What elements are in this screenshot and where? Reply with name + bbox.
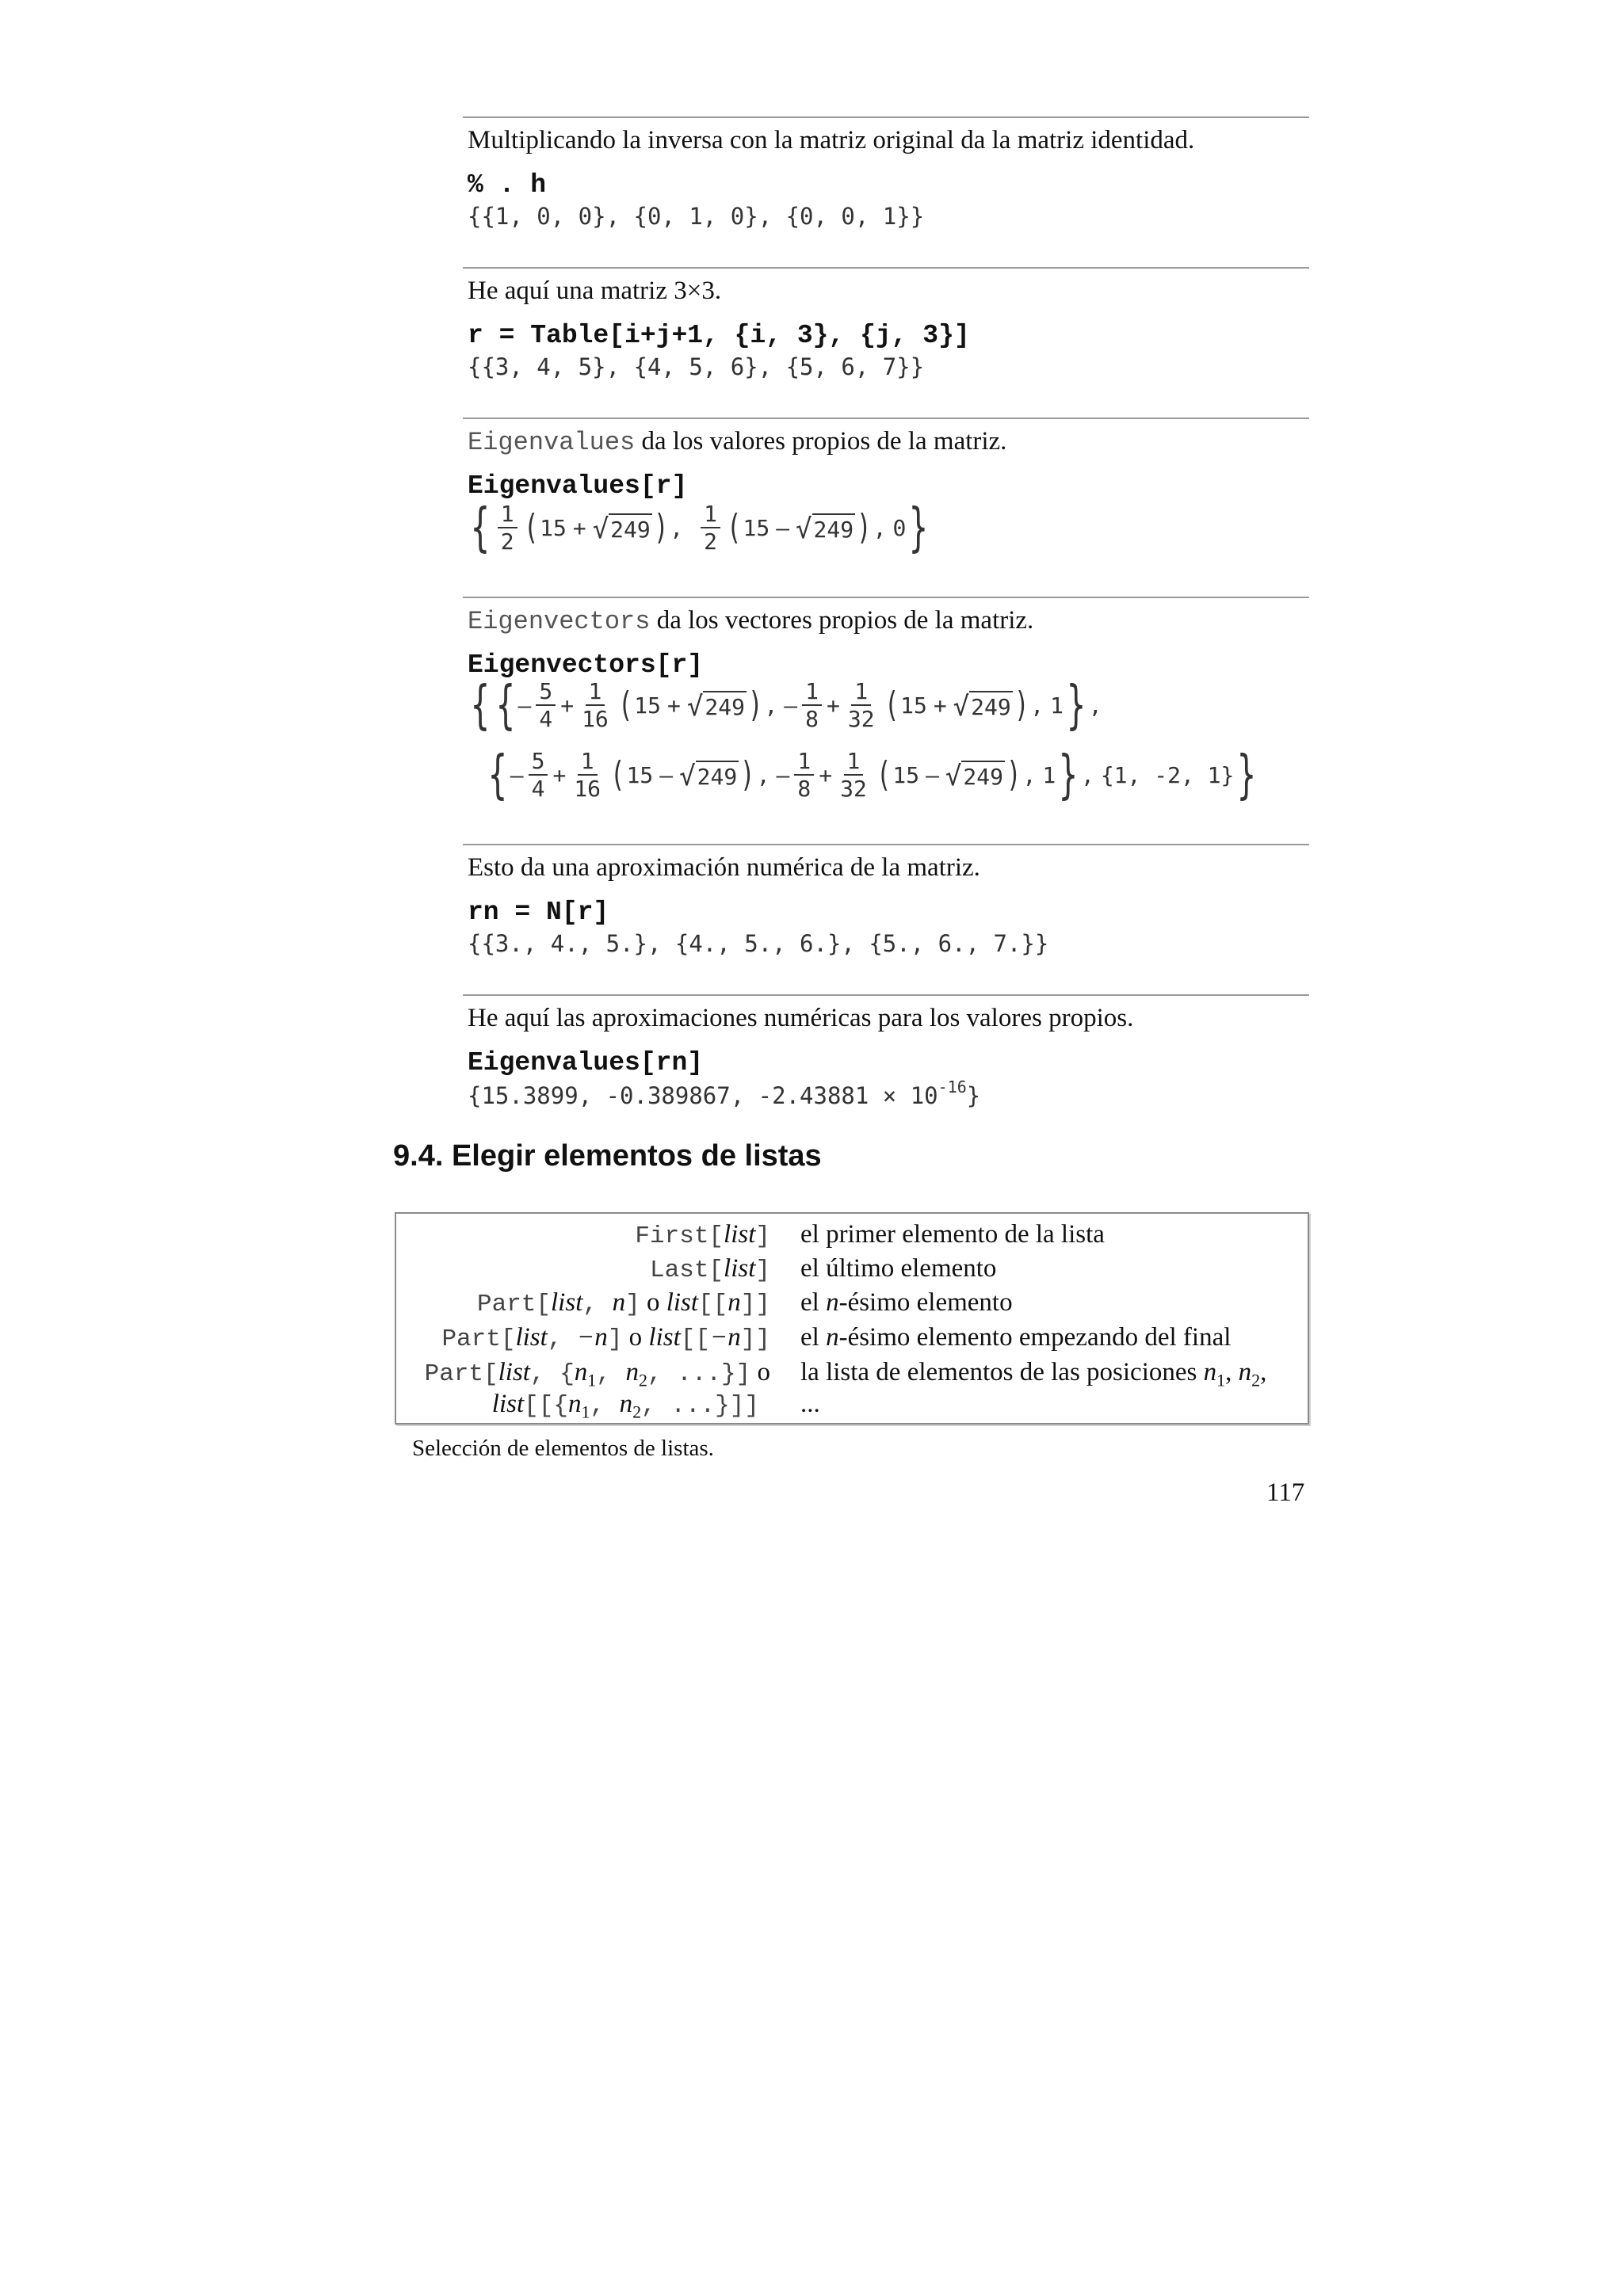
sqrt-symbol: √ 249 — [796, 513, 854, 545]
math-output-line-1: { { – $\frac{5}{4}$ + $\frac{1}{16}$ ( 15 + √ 249 ) , – $\frac{1}{8}$ + $\frac{1}{32}$ ( 15 + √ 249 ) , 1 } , — [470, 674, 1102, 735]
table-cell-syntax: Part[list, −n] o list[[−n]] — [441, 1323, 770, 1353]
table-cell-description: el n-ésimo elemento — [800, 1288, 1013, 1317]
sqrt-symbol: √ 249 — [945, 760, 1003, 792]
table-caption: Selección de elementos de listas. — [412, 1436, 714, 1461]
table-cell-syntax: Part[list, {$n_1$, $n_2$, ...}] o — [424, 1358, 770, 1390]
sqrt-symbol: √ 249 — [953, 690, 1011, 723]
text-description — [468, 608, 1033, 635]
cell-block-5 — [463, 844, 1309, 996]
sqrt-symbol: √ 249 — [592, 513, 651, 545]
text-description: He aquí las aproximaciones numéricas para los valores propios. — [468, 1004, 1134, 1032]
text-description: He aquí una matriz 3×3. — [468, 277, 722, 305]
table-row — [396, 1358, 1308, 1393]
math-output: { $\frac{1}{2}$ ( 15 + √ 249 ) , $\frac{1}{2}$ ( 15 – √ 249 ) , 0 } — [470, 497, 929, 558]
fraction: $\frac{1}{2}$ — [498, 502, 517, 554]
open-brace: { — [470, 497, 490, 558]
text-description: Esto da una aproximación numérica de la matriz. — [468, 853, 980, 882]
code-input: r = Table[i+j+1, {i, 3}, {j, 3}] — [468, 321, 970, 350]
sqrt-symbol: √ 249 — [679, 760, 738, 792]
table-cell-description: el último elemento — [800, 1254, 997, 1283]
code-input: % . h — [468, 170, 547, 200]
cell-block-1 — [463, 116, 1309, 269]
table-row — [396, 1390, 1308, 1425]
table-row — [396, 1220, 1308, 1255]
page-number: 117 — [1266, 1478, 1305, 1507]
table-row — [396, 1288, 1308, 1323]
table-cell-syntax: Last[list] — [650, 1254, 770, 1284]
table-cell-description: el n-ésimo elemento empezando del final — [800, 1323, 1232, 1352]
code-input: rn = N[r] — [468, 898, 609, 927]
inline-code: Eigenvectors — [468, 607, 651, 636]
section-title: 9.4. Elegir elementos de listas — [393, 1139, 822, 1173]
code-output: {{3., 4., 5.}, {4., 5., 6.}, {5., 6., 7.}} — [468, 930, 1049, 957]
math-output-line-2: { – $\frac{5}{4}$ + $\frac{1}{16}$ ( 15 – √ 249 ) , – $\frac{1}{8}$ + $\frac{1}{32}$ ( 15 – √ 249 ) , 1 } , {1, -2, 1} } — [487, 744, 1257, 805]
code-input: Eigenvalues[r] — [468, 471, 688, 501]
cell-block-6 — [463, 994, 1309, 1115]
code-output: {{3, 4, 5}, {4, 5, 6}, {5, 6, 7}} — [468, 353, 925, 380]
cell-block-2 — [463, 267, 1309, 419]
sqrt-symbol: √ 249 — [686, 690, 745, 723]
code-input: Eigenvectors[r] — [468, 650, 704, 680]
code-output: {{1, 0, 0}, {0, 1, 0}, {0, 0, 1}} — [468, 203, 925, 230]
table-cell-description: ... — [800, 1390, 820, 1418]
text-description: Multiplicando la inversa con la matriz original da la matriz identidad. — [468, 126, 1195, 154]
table-cell-description: el primer elemento de la lista — [800, 1220, 1105, 1249]
close-brace: } — [909, 497, 929, 558]
description-text: da los valores propios de la matriz. — [641, 427, 1007, 456]
text-description — [468, 429, 1006, 456]
table-cell-description: la lista de elementos de las posiciones $n_1$, $n_2$, — [800, 1358, 1267, 1390]
table-cell-syntax: $list[[\{n_1$, $n_2$, ...}]] — [491, 1390, 759, 1422]
code-output: {15.3899, -0.389867, $-2.43881 \times 10^{-16}$} — [468, 1077, 981, 1109]
reference-table — [395, 1212, 1309, 1425]
table-row — [396, 1254, 1308, 1289]
inline-code: Eigenvalues — [468, 428, 636, 457]
table-cell-syntax: Part[list, n] o list[[n]] — [477, 1288, 770, 1318]
cell-block-3 — [463, 418, 1309, 598]
fraction: $\frac{1}{2}$ — [701, 502, 720, 554]
description-text: da los vectores propios de la matriz. — [656, 606, 1034, 635]
table-cell-syntax: First[list] — [635, 1220, 770, 1250]
cell-block-4 — [463, 597, 1309, 845]
table-row — [396, 1323, 1308, 1358]
code-input: Eigenvalues[rn] — [468, 1048, 704, 1077]
exponent: -16 — [938, 1077, 967, 1097]
